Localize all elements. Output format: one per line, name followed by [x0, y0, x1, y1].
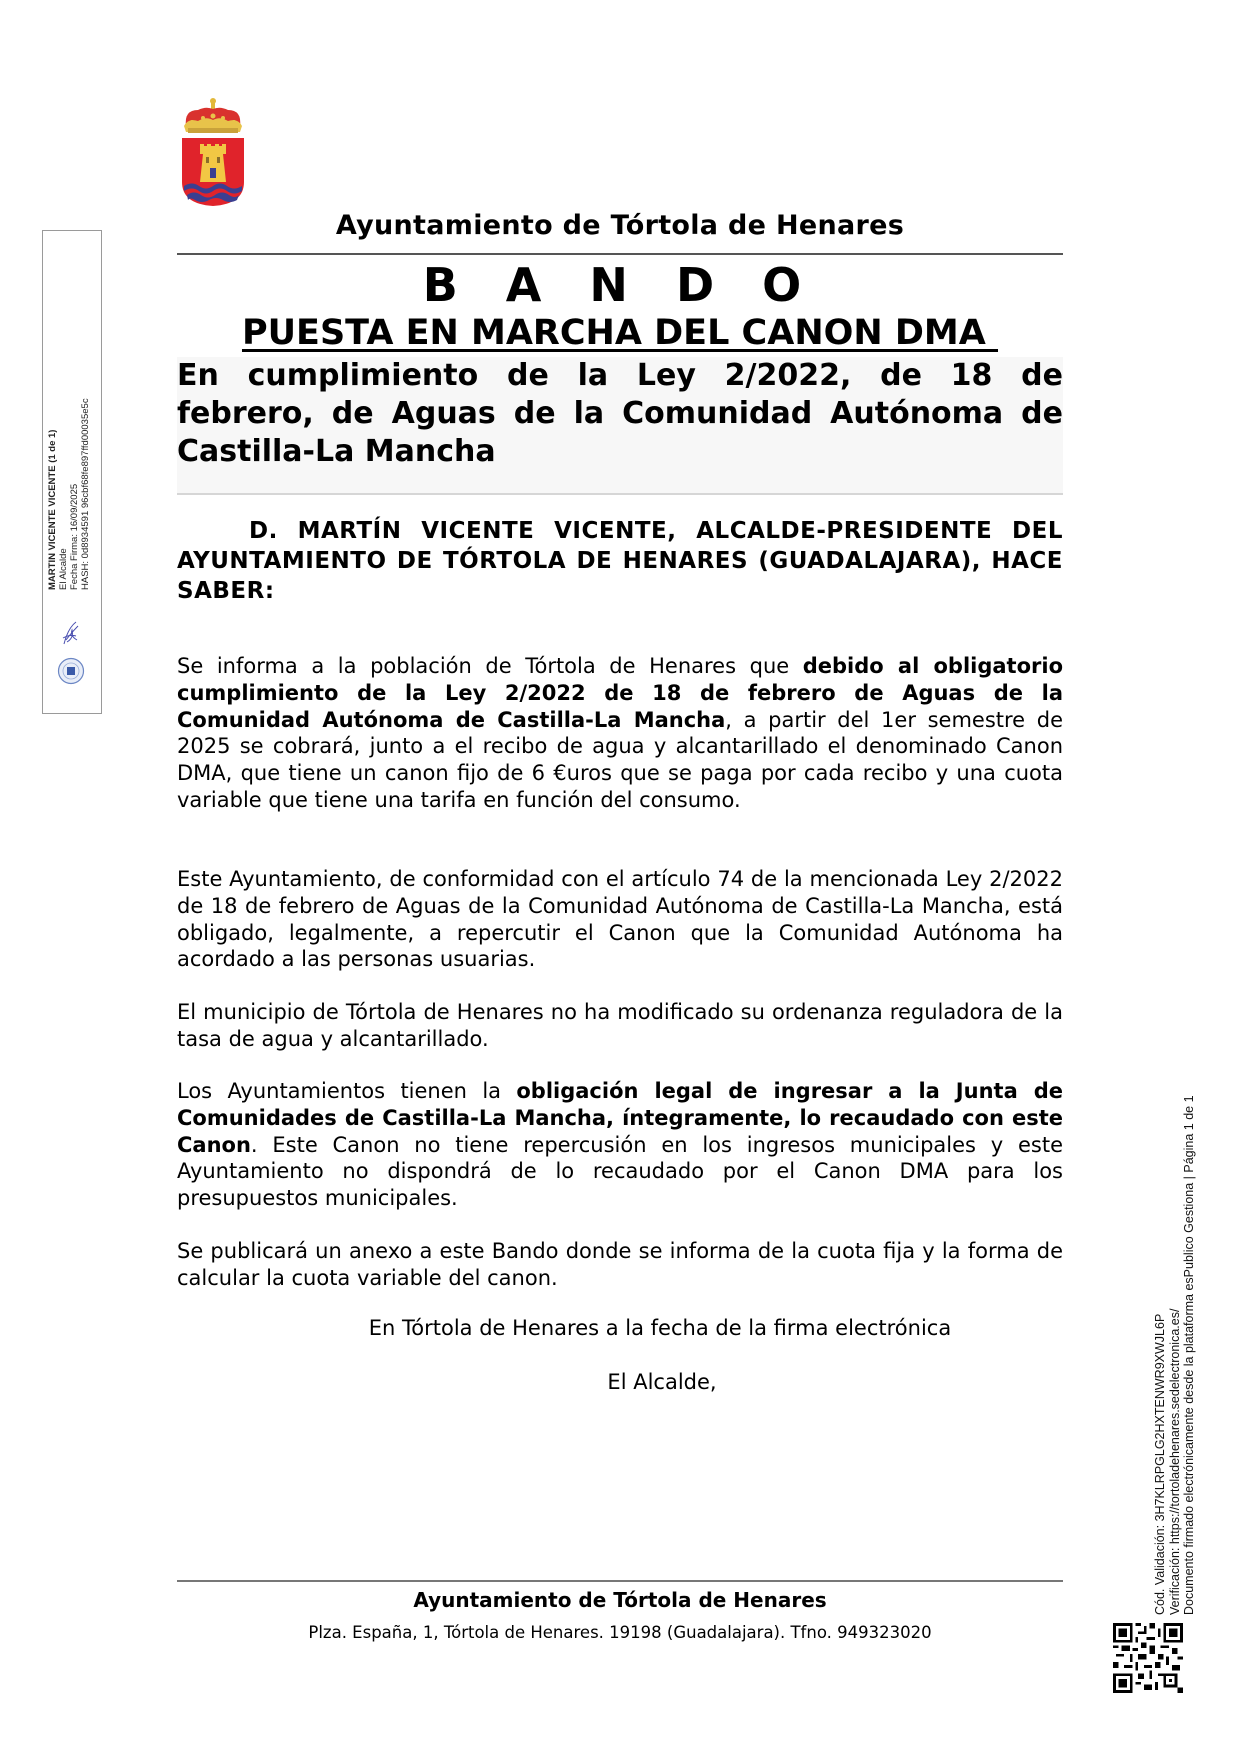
paragraph-5: Se publicará un anexo a este Bando donde se informa de la cuota fija y la forma de calcular la cuota variable del canon.: [177, 1239, 1063, 1290]
validation-code: Cód. Validación: 3H7KLRPGLG2HXTENWR9XWJL6P: [1153, 1313, 1167, 1615]
verification-url[interactable]: Verificación: https://tortoladehenares.sedelectronica.es/: [1167, 1308, 1182, 1615]
paragraph-4-lead: Los Ayuntamientos tienen la: [177, 1079, 517, 1103]
subtitle-text: PUESTA EN MARCHA DEL CANON DMA: [241, 313, 999, 353]
stamp-date: Fecha Firma: 16/09/2025: [69, 483, 80, 590]
footer-divider: [177, 1580, 1063, 1582]
stamp-hash: HASH: 0d8934591 96cbf68fe897ffd00035e5c: [80, 398, 91, 590]
law-reference-text: En cumplimiento de la Ley 2/2022, de 18 de febrero, de Aguas de la Comunidad Autónoma de Castilla-La Mancha: [177, 358, 1063, 469]
verification-text: [1153, 1095, 1197, 1615]
place-date-line: En Tórtola de Henares a la fecha de la firma electrónica: [368, 1316, 952, 1340]
mayor-intro: [177, 516, 1063, 606]
paragraph-1-rest: , a partir del 1er semestre de 2025 se cobrará, junto a el recibo de agua y alcantarillado el denominado Canon DMA, que tiene un canon fijo de 6 €uros que se paga por cada recibo y una cuota variable que tiene una tarifa en función del consumo.: [177, 707, 1063, 812]
paragraph-1-bold: debido al obligatorio cumplimiento de la Ley 2/2022 de 18 de febrero de Aguas de la Comunidad Autónoma de Castilla-La Mancha: [177, 654, 1063, 732]
footer-organization: Ayuntamiento de Tórtola de Henares: [413, 1588, 827, 1612]
document-subtitle: [177, 313, 1063, 353]
mayor-intro-text: D. MARTÍN VICENTE VICENTE, ALCALDE-PRESIDENTE DEL AYUNTAMIENTO DE TÓRTOLA DE HENARES (GUADALAJARA), HACE SABER:: [177, 518, 1063, 604]
organization-title: Ayuntamiento de Tórtola de Henares: [335, 210, 905, 241]
platform-note: Documento firmado electrónicamente desde la plataforma esPublico Gestiona | Página 1 de 1: [1182, 1095, 1196, 1615]
law-reference-box: [177, 357, 1063, 495]
signature-stamp-text: [47, 398, 91, 590]
paragraph-3: El municipio de Tórtola de Henares no ha modificado su ordenanza reguladora de la tasa de agua y alcantarillado.: [177, 1000, 1063, 1051]
document-type-heading: B A N D O: [422, 258, 818, 312]
qr-code-icon[interactable]: [1113, 1623, 1183, 1693]
paragraph-4-bold: obligación legal de ingresar a la Junta de Comunidades de Castilla-La Mancha, íntegramente, lo recaudado con este Canon: [177, 1079, 1063, 1157]
coat-of-arms-icon: [178, 96, 248, 208]
paragraph-4-rest: . Este Canon no tiene repercusión en los ingresos municipales y este Ayuntamiento no dispondrá de lo recaudado por el Canon DMA para los presupuestos municipales.: [177, 1132, 1063, 1211]
signature-role: El Alcalde,: [607, 1370, 717, 1394]
paragraph-2: Este Ayuntamiento, de conformidad con el artículo 74 de la mencionada Ley 2/2022 de 18 de febrero de Aguas de la Comunidad Autónoma de Castilla-La Mancha, está obligado, legalmente, a repercutir el Canon que la Comunidad Autónoma ha acordado a las personas usuarias.: [177, 867, 1063, 972]
header-divider: [177, 253, 1063, 255]
stamp-signer: MARTIN VICENTE VICENTE (1 de 1): [47, 429, 58, 590]
paragraph-1: [177, 653, 1063, 814]
handwritten-signature-icon: [58, 618, 84, 648]
official-seal-icon: [57, 657, 85, 685]
footer-address: Plza. España, 1, Tórtola de Henares. 19198 (Guadalajara). Tfno. 949323020: [308, 1623, 932, 1642]
paragraph-4: [177, 1078, 1063, 1212]
stamp-role: El Alcalde: [58, 548, 69, 590]
paragraph-1-lead: Se informa a la población de Tórtola de Henares que: [177, 654, 803, 678]
